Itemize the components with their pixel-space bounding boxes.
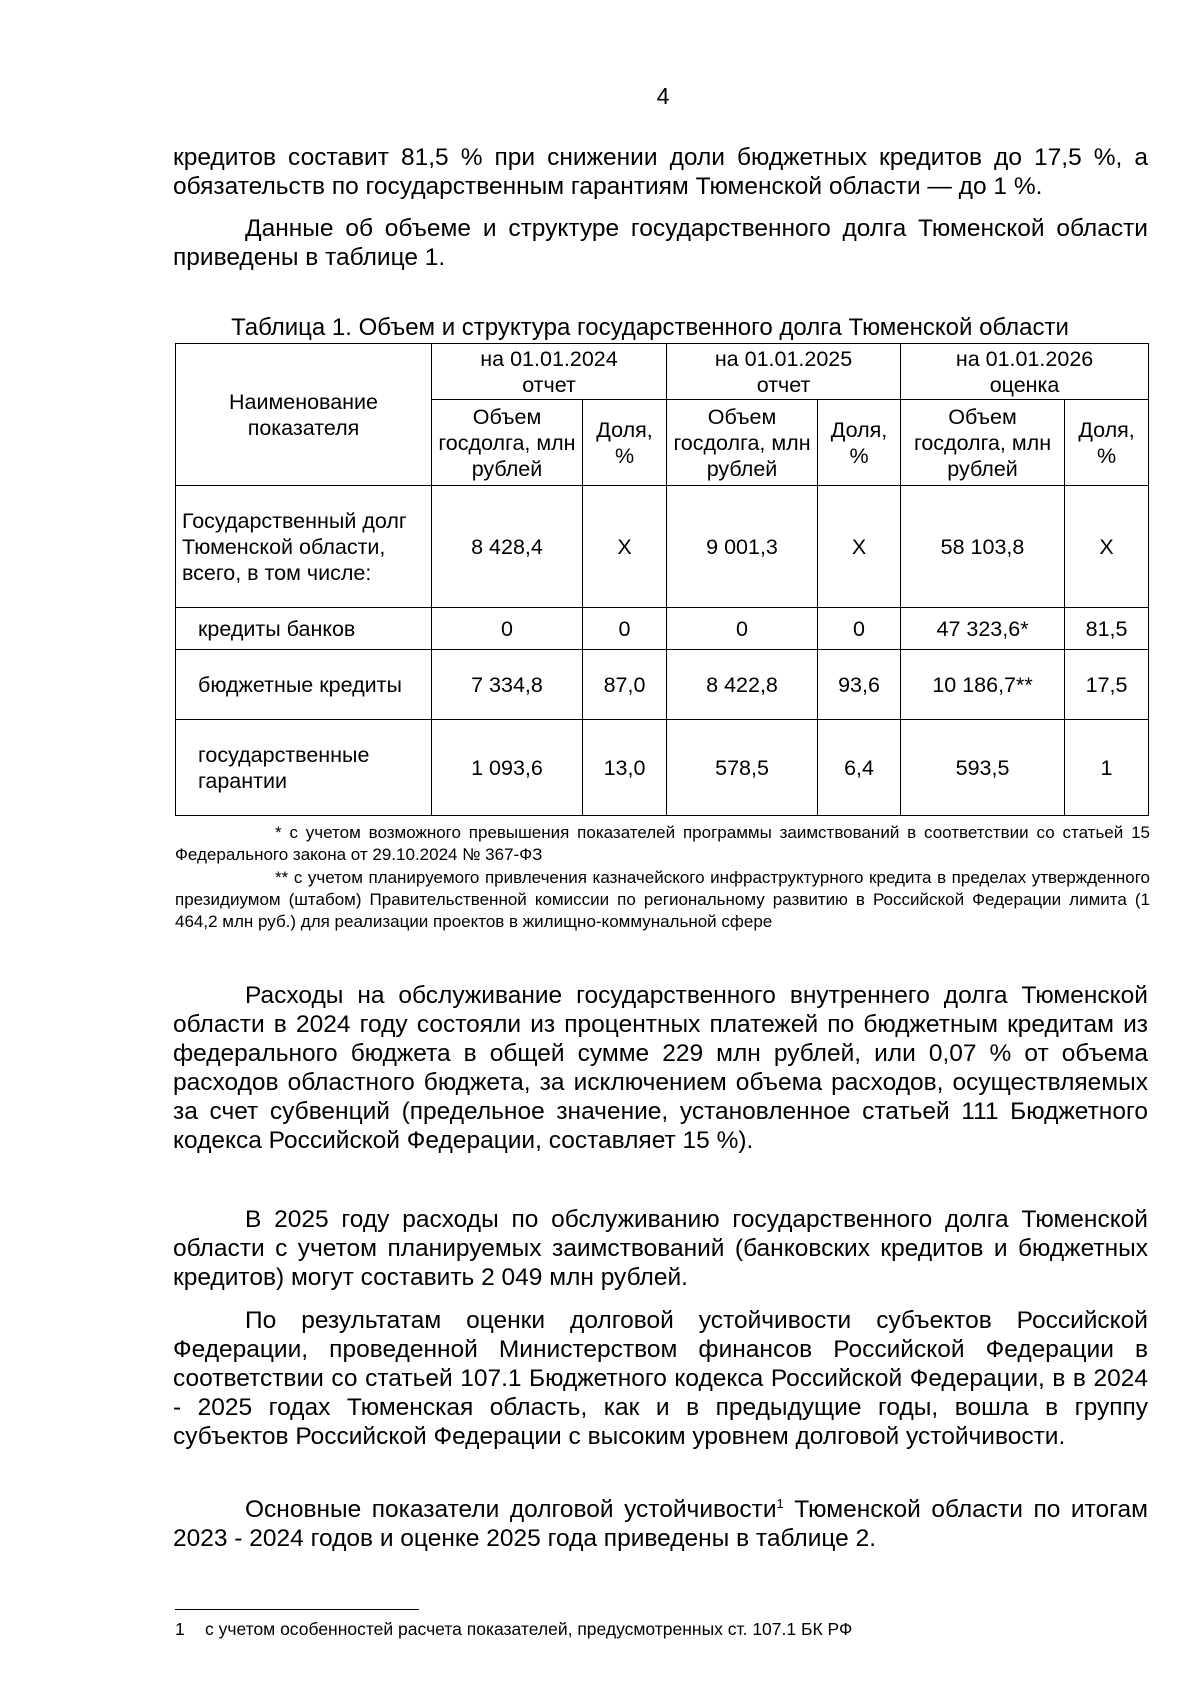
cell-value: Х	[1065, 486, 1149, 608]
cell-value: 8 428,4	[432, 486, 583, 608]
header-share: Доля, %	[583, 400, 667, 486]
cell-value: 1 093,6	[432, 720, 583, 816]
cell-value: 6,4	[818, 720, 901, 816]
indicators-text-end: Тюменской области по итогам 2023 - 2024 годов и оценке 2025 года приведены в таблице 2.	[173, 1496, 1148, 1552]
table-row-total-debt	[176, 486, 1149, 608]
indicators-paragraph	[173, 1495, 1148, 1553]
footnote	[175, 1618, 852, 1640]
cell-value: 47 323,6*	[901, 608, 1065, 650]
header-share: Доля, %	[1065, 400, 1149, 486]
cell-value: Х	[818, 486, 901, 608]
period-date: на 01.01.2026	[955, 346, 1094, 371]
row-label: Государственный долг Тюменской области, всего, в том числе:	[176, 486, 432, 608]
period-date: на 01.01.2024	[480, 346, 618, 371]
period-kind: оценка	[989, 372, 1060, 397]
page-number: 4	[656, 83, 670, 109]
period-kind: отчет	[522, 372, 576, 397]
cell-value: 87,0	[583, 650, 667, 720]
cell-value: 578,5	[667, 720, 818, 816]
header-period-2025	[667, 344, 901, 400]
header-share: Доля, %	[818, 400, 901, 486]
cell-value: 0	[818, 608, 901, 650]
cell-value: 0	[667, 608, 818, 650]
header-period-2024	[432, 344, 667, 400]
evaluation-paragraph: По результатам оценки долговой устойчивости субъектов Российской Федерации, проведенной Министерством финансов Российской Федерации в соответствии со статьей 107.1 Бюджетного кодекса Российской Федерации, в в 2024 - 2025 годах Тюменская область, как и в предыдущие годы, вошла в группу субъектов Российской Федерации с высоким уровнем долговой устойчивости.	[173, 1307, 1148, 1450]
cell-value: Х	[583, 486, 667, 608]
cell-value: 7 334,8	[432, 650, 583, 720]
period-date: на 01.01.2025	[714, 346, 853, 371]
header-volume: Объем госдолга, млн рублей	[667, 400, 818, 486]
table-note-double-asterisk: ** с учетом планируемого привлечения казначейского инфраструктурного кредита в пределах утвержденного президиумом (штабом) Правительственной комиссии по региональному развитию в Российской Федерации лимита (1 464,2 млн руб.) для реализации проектов в жилищно-коммунальной сфере	[175, 868, 1150, 931]
cell-value: 0	[583, 608, 667, 650]
footnote-text: с учетом особенностей расчета показателей, предусмотренных ст. 107.1 БК РФ	[205, 1619, 853, 1639]
row-label: бюджетные кредиты	[176, 650, 432, 720]
table-caption: Таблица 1. Объем и структура государственного долга Тюменской области	[231, 314, 1069, 341]
table-note-single-asterisk: * с учетом возможного превышения показателей программы заимствований в соответствии со статьей 15 Федерального закона от 29.10.2024 № 367-ФЗ	[175, 823, 1150, 864]
row-label: кредиты банков	[176, 608, 432, 650]
header-period-2026	[901, 344, 1149, 400]
table-row-budget-credits	[176, 650, 1149, 720]
cell-value: 81,5	[1065, 608, 1149, 650]
row-label: государственные гарантии	[176, 720, 432, 816]
cell-value: 10 186,7**	[901, 650, 1065, 720]
debt-structure-table	[175, 343, 1149, 816]
cell-value: 0	[432, 608, 583, 650]
header-row-periods	[176, 344, 1149, 400]
cell-value: 9 001,3	[667, 486, 818, 608]
cell-value: 58 103,8	[901, 486, 1065, 608]
intro-paragraph: кредитов составит 81,5 % при снижении доли бюджетных кредитов до 17,5 %, а обязательств по государственным гарантиям Тюменской области — до 1 %.	[173, 144, 1148, 200]
header-volume: Объем госдолга, млн рублей	[432, 400, 583, 486]
cell-value: 593,5	[901, 720, 1065, 816]
header-volume: Объем госдолга, млн рублей	[901, 400, 1065, 486]
indicators-text-start: Основные показатели долговой устойчивости	[245, 1496, 777, 1523]
footnote-reference[interactable]: 1	[776, 1496, 784, 1511]
expenses-2025-paragraph: В 2025 году расходы по обслуживанию государственного долга Тюменской области с учетом планируемых заимствований (банковских кредитов и бюджетных кредитов) могут составить 2 049 млн рублей.	[173, 1206, 1148, 1291]
table-row-state-guarantees	[176, 720, 1149, 816]
cell-value: 17,5	[1065, 650, 1149, 720]
cell-value: 93,6	[818, 650, 901, 720]
expenses-paragraph: Расходы на обслуживание государственного внутреннего долга Тюменской области в 2024 году состояли из процентных платежей по бюджетным кредитам из федерального бюджета в общей сумме 229 млн рублей, или 0,07 % от объема расходов областного бюджета, за исключением объема расходов, осуществляемых за счет субвенций (предельное значение, установленное статьей 111 Бюджетного кодекса Российской Федерации, составляет 15 %).	[173, 982, 1148, 1154]
table-row-bank-credits	[176, 608, 1149, 650]
cell-value: 8 422,8	[667, 650, 818, 720]
header-indicator-name: Наименование показателя	[176, 344, 432, 486]
footnote-number: 1	[175, 1619, 185, 1639]
period-kind: отчет	[756, 372, 811, 397]
table-reference-paragraph: Данные об объеме и структуре государственного долга Тюменской области приведены в таблице 1.	[173, 215, 1148, 271]
cell-value: 13,0	[583, 720, 667, 816]
cell-value: 1	[1065, 720, 1149, 816]
footnote-divider	[175, 1609, 419, 1610]
